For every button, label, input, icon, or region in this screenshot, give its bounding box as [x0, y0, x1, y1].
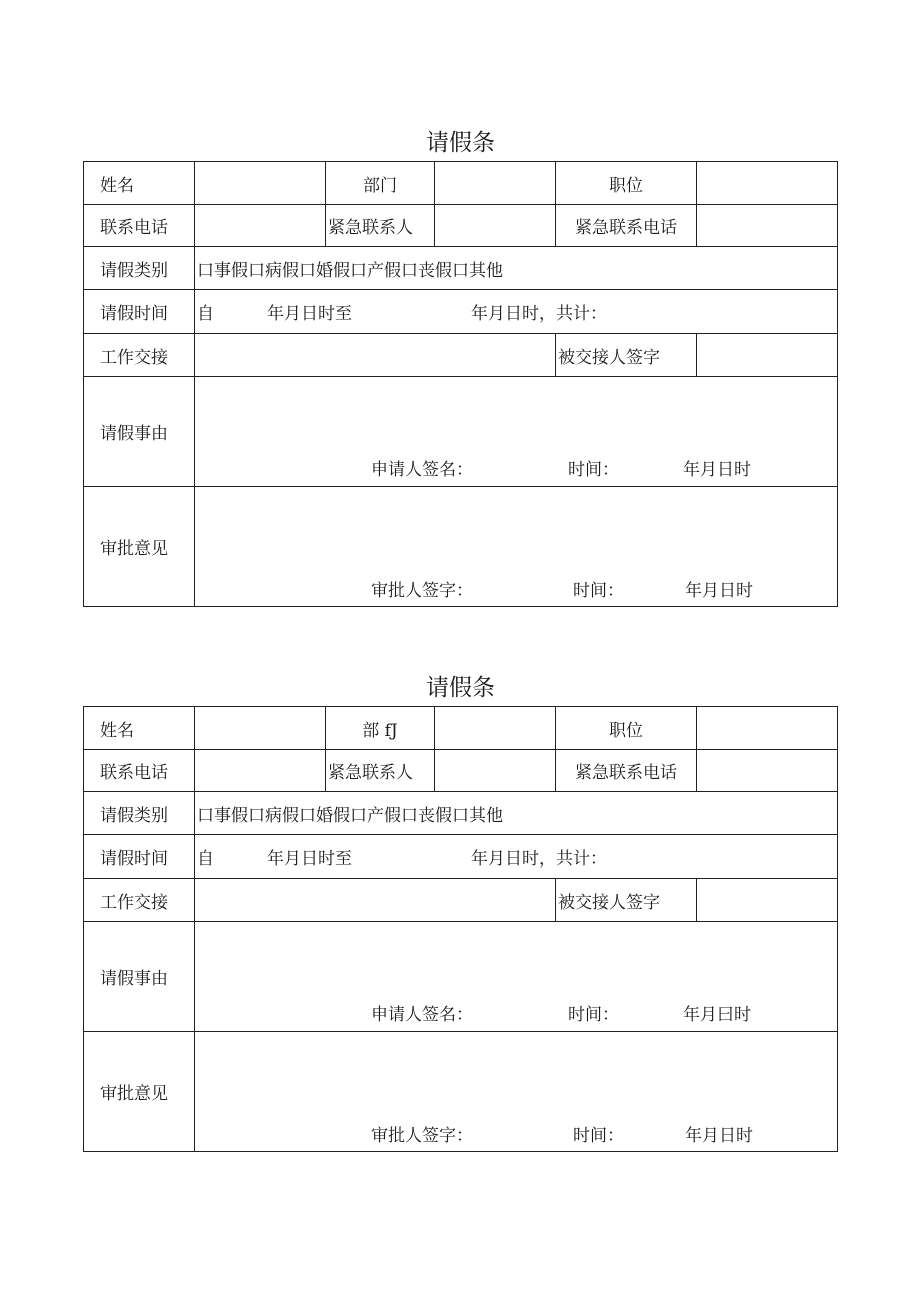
department-label: 部 fJ — [325, 707, 434, 749]
applicant-sign-label: 申请人签名： — [371, 460, 473, 480]
approver-time-label: 时间： — [573, 1126, 624, 1146]
position-field[interactable] — [696, 162, 837, 204]
row-leave-type — [84, 791, 837, 834]
department-field[interactable] — [434, 162, 555, 204]
position-label: 职位 — [555, 707, 696, 749]
emergency-contact-label: 紧急联系人 — [325, 205, 434, 246]
row-approval — [84, 1031, 837, 1151]
row-leave-time — [84, 289, 837, 333]
handover-field[interactable] — [194, 334, 555, 376]
leave-type-options[interactable]: 口事假口病假口婚假口产假口丧假口其他 — [194, 247, 837, 289]
leave-type-label: 请假类别 — [100, 805, 168, 826]
row-handover — [84, 333, 837, 376]
applicant-sign-label: 申请人签名： — [371, 1005, 473, 1025]
handover-sign-field[interactable] — [696, 334, 837, 376]
applicant-date-label: 年月日时 — [683, 460, 751, 480]
handover-label: 工作交接 — [100, 347, 168, 368]
applicant-time-label: 时间： — [568, 460, 619, 480]
approval-label: 审批意见 — [100, 1084, 168, 1104]
time-mid: 年月日时至 — [267, 304, 352, 324]
approver-time-label: 时间： — [573, 581, 624, 601]
row-handover — [84, 878, 837, 921]
phone-label: 联系电话 — [100, 218, 168, 238]
time-from: 自 — [197, 304, 214, 324]
time-from: 自 — [197, 849, 214, 869]
emergency-contact-field[interactable] — [434, 750, 555, 791]
name-field[interactable] — [194, 707, 325, 749]
emergency-contact-field[interactable] — [434, 205, 555, 246]
department-field[interactable] — [434, 707, 555, 749]
approval-label: 审批意见 — [100, 539, 168, 559]
department-label: 部门 — [325, 162, 434, 204]
leave-time-field[interactable] — [194, 290, 837, 333]
row-basic-info — [84, 707, 837, 749]
leave-table — [83, 706, 838, 1152]
row-approval — [84, 486, 837, 606]
approval-field[interactable] — [194, 487, 837, 606]
handover-sign-label: 被交接人签字 — [555, 334, 696, 376]
time-end: 年月日时，共计： — [471, 304, 607, 324]
name-label: 姓名 — [100, 175, 134, 196]
emergency-phone-field[interactable] — [696, 205, 837, 246]
leave-type-options[interactable]: 口事假口病假口婚假口产假口丧假口其他 — [194, 792, 837, 834]
leave-time-label: 请假时间 — [100, 849, 168, 869]
row-leave-type — [84, 246, 837, 289]
leave-time-field[interactable] — [194, 835, 837, 878]
time-end: 年月日时，共计： — [471, 849, 607, 869]
handover-sign-field[interactable] — [696, 879, 837, 921]
phone-label: 联系电话 — [100, 763, 168, 783]
phone-field[interactable] — [194, 750, 325, 791]
reason-field[interactable] — [194, 377, 837, 486]
leave-table — [83, 161, 838, 607]
handover-label: 工作交接 — [100, 892, 168, 913]
phone-field[interactable] — [194, 205, 325, 246]
emergency-phone-label: 紧急联系电话 — [555, 205, 696, 246]
applicant-time-label: 时间： — [568, 1005, 619, 1025]
row-contact — [84, 204, 837, 246]
reason-label: 请假事由 — [100, 969, 168, 989]
row-reason — [84, 376, 837, 486]
position-field[interactable] — [696, 707, 837, 749]
approver-date-label: 年月日时 — [685, 581, 753, 601]
emergency-phone-label: 紧急联系电话 — [555, 750, 696, 791]
form-title: 请假条 — [426, 130, 495, 156]
row-contact — [84, 749, 837, 791]
handover-sign-label: 被交接人签字 — [555, 879, 696, 921]
emergency-phone-field[interactable] — [696, 750, 837, 791]
row-leave-time — [84, 834, 837, 878]
approval-field[interactable] — [194, 1032, 837, 1151]
leave-time-label: 请假时间 — [100, 304, 168, 324]
position-label: 职位 — [555, 162, 696, 204]
applicant-date-label: 年月曰时 — [683, 1005, 751, 1025]
reason-label: 请假事由 — [100, 424, 168, 444]
row-reason — [84, 921, 837, 1031]
emergency-contact-label: 紧急联系人 — [325, 750, 434, 791]
form-title: 请假条 — [426, 675, 495, 701]
name-field[interactable] — [194, 162, 325, 204]
approver-sign-label: 审批人签字： — [371, 1126, 473, 1146]
name-label: 姓名 — [100, 720, 134, 741]
time-mid: 年月日时至 — [267, 849, 352, 869]
approver-sign-label: 审批人签字： — [371, 581, 473, 601]
reason-field[interactable] — [194, 922, 837, 1031]
approver-date-label: 年月日时 — [685, 1126, 753, 1146]
handover-field[interactable] — [194, 879, 555, 921]
row-basic-info — [84, 162, 837, 204]
leave-type-label: 请假类别 — [100, 260, 168, 281]
